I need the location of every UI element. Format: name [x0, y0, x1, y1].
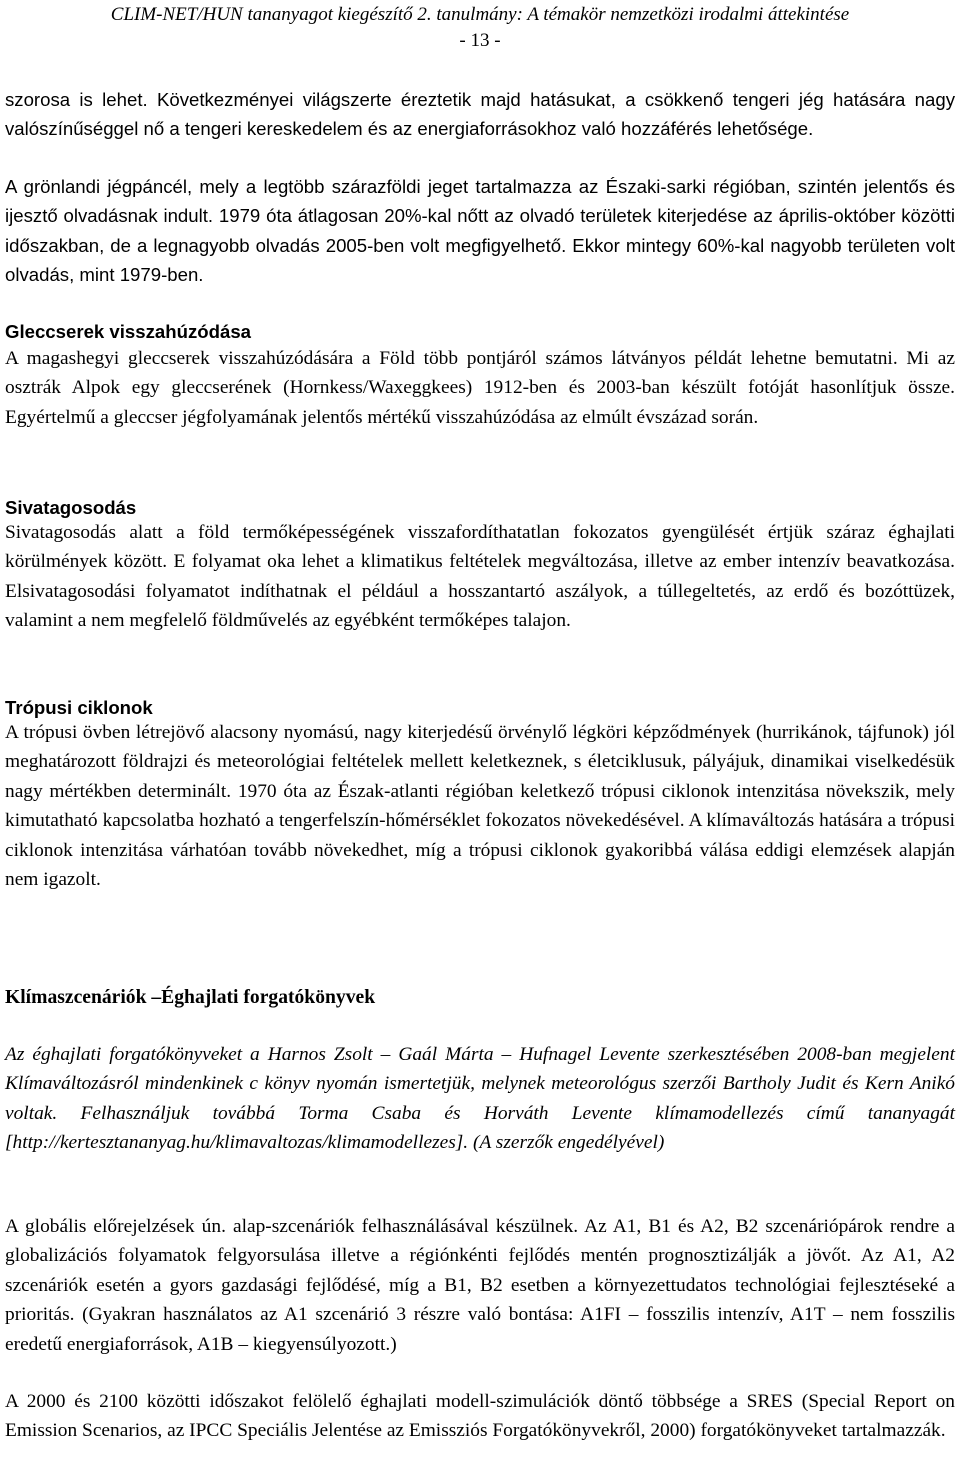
- paragraph-sres: A 2000 és 2100 közötti időszakot felölelő éghajlati modell-szimulációk döntő többsége a SRES (Special Report on Emission Scenarios, az IPCC Speciális Jelentése az Emissziós Forgatókönyvekről, 2000) forgatókönyveket tartalmazzák.: [5, 1391, 955, 1442]
- paragraph-global-forecasts: A globális előrejelzések ún. alap-szcenáriók felhasználásával készülnek. Az A1, B1 és A2, B2 szcenáriópárok rendre a globalizációs folyamatok felgyorsulása illetve a régiónkénti fejlődés mentén prognosztizálják a jövőt. Az A1, A2 szcenáriók esetén a gyors gazdasági fejlődésé, míg a B1, B2 esetben a környezettudatos technológiai fejlesztéseké a prioritás. (Gyakran használatos az A1 szcenárió 3 részre való bontása: A1FI – fosszilis intenzív, A1T – nem fosszilis eredetű energiaforrások, A1B – kiegyensúlyozott.): [5, 1216, 955, 1355]
- page-number: - 13 -: [459, 30, 501, 51]
- heading-desertification: Sivatagosodás: [5, 497, 137, 518]
- paragraph-source-note: Az éghajlati forgatókönyveket a Harnos Zsolt – Gaál Márta – Hufnagel Levente szerkesztésében 2008-ban megjelent Klímaváltozásról mindenkinek c könyv nyomán ismertetjük, melynek meteorológus szerzői Bartholy Judit és Kern Anikó voltak. Felhasználjuk továbbá Torma Csaba és Horváth Levente klímamodellezés című tananyagát [http://kertesztananyag.hu/klimavaltozas/klimamodellezes]. (A szerzők engedélyével): [5, 1044, 955, 1154]
- heading-climate-scenarios: Klímaszcenáriók –Éghajlati forgatókönyvek: [5, 987, 376, 1008]
- paragraph-greenland: A grönlandi jégpáncél, mely a legtöbb szárazföldi jeget tartalmazza az Északi-sarki régióban, szintén jelentős és ijesztő olvadásnak indult. 1979 óta átlagosan 20%-kal nőtt az olvadó területek kiterjedése az április-október közötti időszakban, de a legnagyobb olvadás 2005-ben volt megfigyelhető. Ekkor mintegy 60%-kal nagyobb területen volt olvadás, mint 1979-ben.: [5, 176, 955, 286]
- paragraph-tropical-cyclones: A trópusi övben létrejövő alacsony nyomású, nagy kiterjedésű örvénylő légköri képződmények (hurrikánok, tájfunok) jól meghatározott földrajzi és meteorológiai feltételek mellett keletkeznek, s életciklusuk, pályájuk, dinamikai viselkedésük nagy mértékben determinált. 1970 óta az Észak-atlanti régióban keletkező trópusi ciklonok intenzitása növekszik, mely kimutatható kapcsolatba hozható a tengerfelszín-hőmérséklet fokozatos növekedésével. A klímaváltozás hatására a trópusi ciklonok intenzitása várhatóan tovább növekedhet, míg a trópusi ciklonok gyakoribbá válása eddigi elemzések alapján nem igazolt.: [5, 722, 955, 891]
- paragraph-glaciers: A magashegyi gleccserek visszahúzódására a Föld több pontjáról számos látványos példát lehetne bemutatni. Mi az osztrák Alpok egy gleccserének (Hornkess/Waxeggkees) 1912-ben és 2003-ban készült fotóját hasonlítjuk össze. Egyértelmű a gleccser jégfolyamának jelentős mértékű visszahúzódása az elmúlt évszázad során.: [5, 348, 955, 428]
- paragraph-sea-ice: szorosa is lehet. Következményei világszerte éreztetik majd hatásukat, a csökkenő tengeri jég hatására nagy valószínűséggel nő a tengeri kereskedelem és az energiaforrásokhoz való hozzáférés lehetősége.: [5, 89, 955, 140]
- heading-glaciers: Gleccserek visszahúzódása: [5, 321, 251, 342]
- heading-tropical-cyclones: Trópusi ciklonok: [5, 697, 153, 718]
- paragraph-desertification: Sivatagosodás alatt a föld termőképességének visszafordíthatatlan fokozatos gyengülését értjük száraz éghajlati körülmények között. E folyamat oka lehet a klimatikus feltételek megváltozása, illetve az ember intenzív beavatkozása. Elsivatagosodási folyamatot indíthatnak el például a hosszantartó aszályok, a túllegeltetés, az erdő és bozóttüzek, valamint a nem megfelelő földművelés az egyébként termőképes talajon.: [5, 522, 955, 632]
- running-header: CLIM-NET/HUN tananyagot kiegészítő 2. tanulmány: A témakör nemzetközi irodalmi áttekintése: [110, 4, 850, 25]
